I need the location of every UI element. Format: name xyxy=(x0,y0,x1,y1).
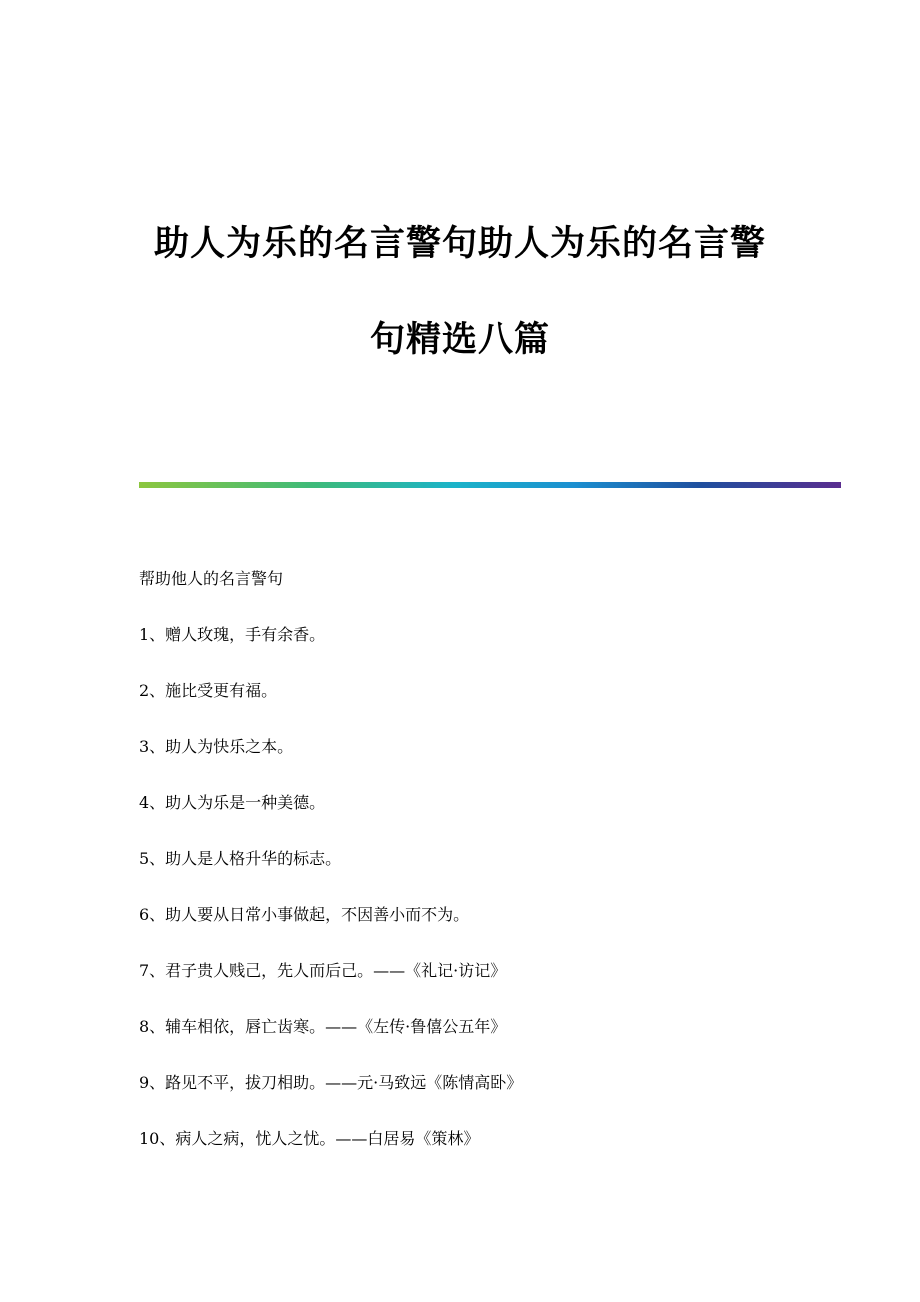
title-line-1: 助人为乐的名言警句助人为乐的名言警 xyxy=(153,224,766,264)
quote-item: 4、助人为乐是一种美德。 xyxy=(139,793,326,812)
title-line-2: 句精选八篇 xyxy=(369,320,550,360)
document-title xyxy=(0,196,920,388)
quote-item: 5、助人是人格升华的标志。 xyxy=(139,849,342,868)
quote-item: 9、路见不平，拔刀相助。——元·马致远《陈情高卧》 xyxy=(139,1073,523,1092)
quote-item: 2、施比受更有福。 xyxy=(139,681,278,700)
gradient-divider xyxy=(139,482,841,488)
quote-item: 10、病人之病，忧人之忧。——白居易《策林》 xyxy=(139,1129,480,1148)
document-body xyxy=(139,562,839,1178)
quote-item: 6、助人要从日常小事做起，不因善小而不为。 xyxy=(139,905,470,924)
quote-item: 3、助人为快乐之本。 xyxy=(139,737,294,756)
quote-item: 8、辅车相依，唇亡齿寒。——《左传·鲁僖公五年》 xyxy=(139,1017,507,1036)
section-heading: 帮助他人的名言警句 xyxy=(139,569,284,588)
quote-item: 7、君子贵人贱己，先人而后己。——《礼记·访记》 xyxy=(139,961,507,980)
quote-item: 1、赠人玫瑰，手有余香。 xyxy=(139,625,326,644)
